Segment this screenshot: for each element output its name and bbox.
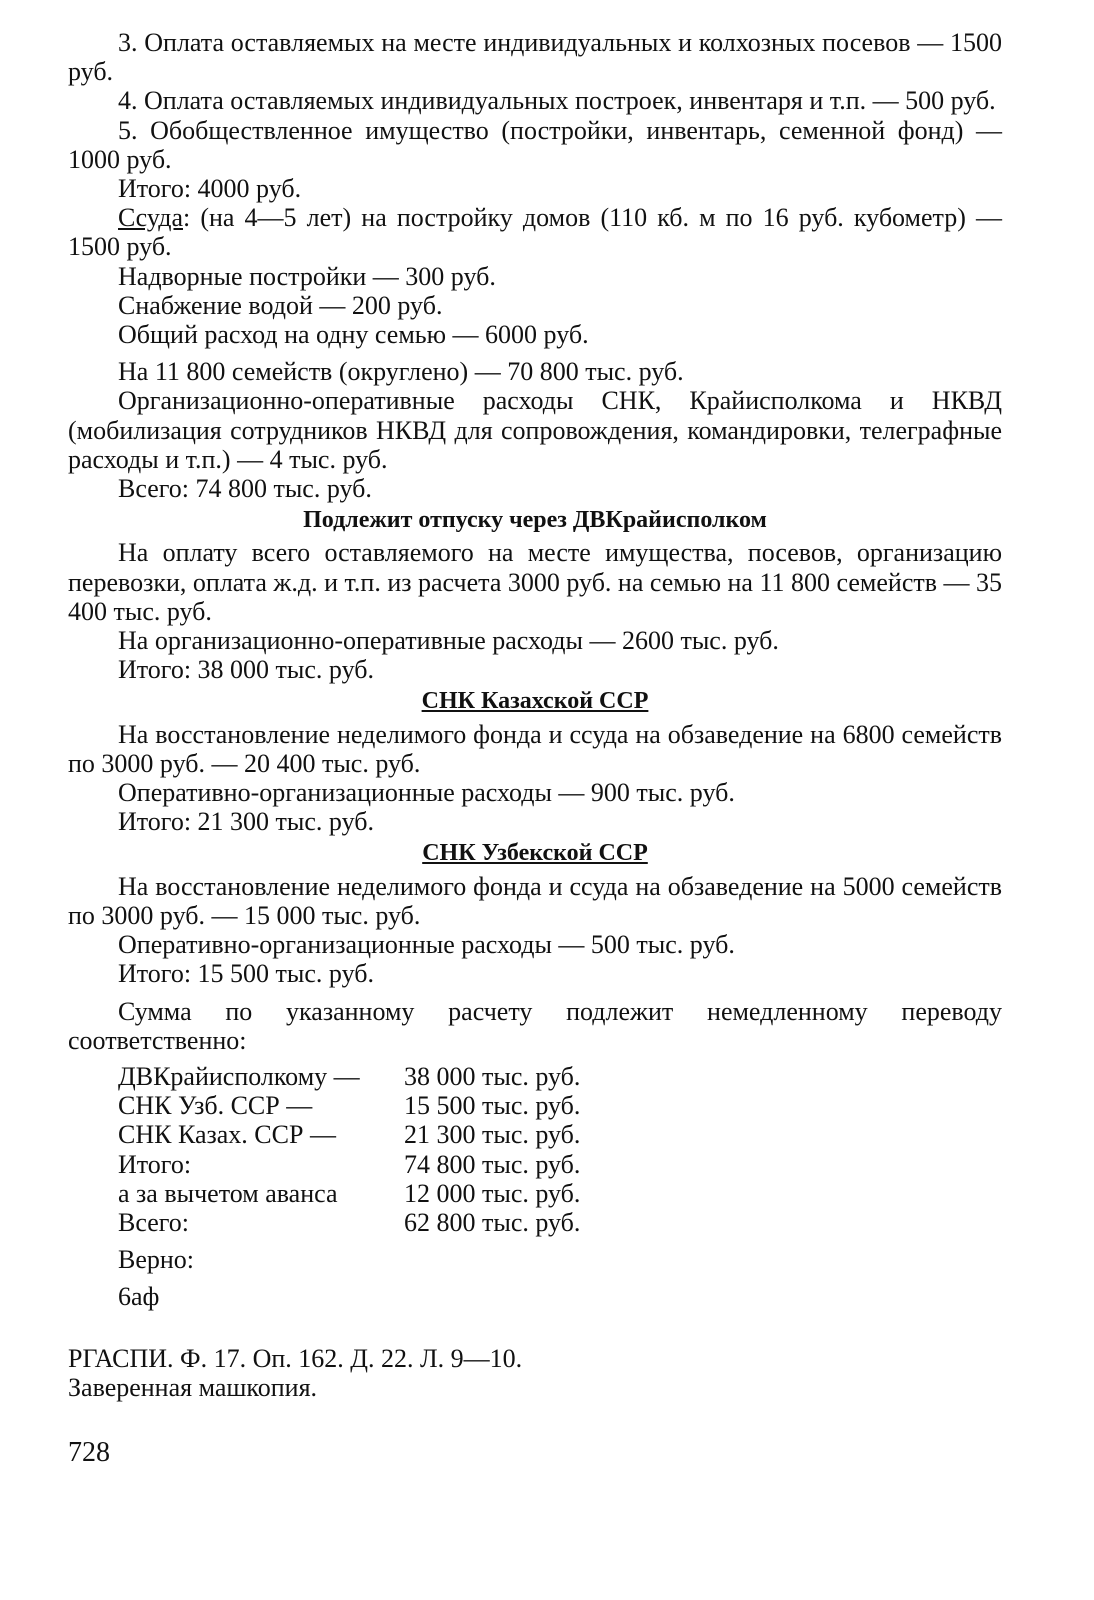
summary-value: 21 300 тыс. руб. (404, 1120, 581, 1150)
section-kaz-heading: СНК Казахской ССР (421, 688, 649, 715)
item-5: 5. Обобществленное имущество (постройки, инвентарь, семенной фонд) — 1000 руб. (68, 115, 1002, 174)
verno-line: Верно: (118, 1245, 195, 1275)
vsego-line: Всего: 74 800 тыс. руб. (118, 474, 372, 504)
section-uzb-heading: СНК Узбекской ССР (422, 840, 648, 867)
summary-label: ДВКрайисполкому — (118, 1061, 360, 1091)
summary-row (118, 1179, 580, 1208)
summary-label: Итого: (118, 1149, 192, 1179)
summary-label: СНК Казах. ССР — (118, 1120, 336, 1150)
summary-value: 74 800 тыс. руб. (404, 1149, 581, 1179)
item-3: 3. Оплата оставляемых на месте индивидуальных и колхозных посевов — 1500 руб. (68, 28, 1002, 87)
summary-label: СНК Узб. ССР — (118, 1091, 313, 1121)
summary-label: Всего: (118, 1207, 189, 1237)
ssuda-label: Ссуда (118, 203, 183, 233)
summary-value: 62 800 тыс. руб. (404, 1207, 581, 1237)
summary-row (118, 1091, 580, 1120)
section-uzb-total: Итого: 15 500 тыс. руб. (118, 959, 374, 989)
summary-row (118, 1208, 580, 1237)
transfer-intro: Сумма по указанному расчету подлежит немедленному переводу соответственно: (68, 996, 1002, 1055)
line-outbuildings: Надворные постройки — 300 руб. (118, 261, 496, 291)
section-dvk-heading: Подлежит отпуску через ДВКрайисполком (303, 507, 767, 534)
copy-note: Заверенная машкопия. (68, 1372, 318, 1402)
section-uzb-line: Оперативно-организационные расходы — 500 тыс. руб. (118, 930, 735, 960)
section-dvk-line: На организационно-оперативные расходы — 2600 тыс. руб. (118, 626, 779, 656)
section-dvk-total: Итого: 38 000 тыс. руб. (118, 655, 374, 685)
source-note (68, 1344, 1002, 1402)
section-kaz-paragraph: На восстановление неделимого фонда и ссуда на обзаведение на 6800 семейств по 3000 руб. — 20 400 тыс. руб. (68, 719, 1002, 778)
archive-reference: РГАСПИ. Ф. 17. Оп. 162. Д. 22. Л. 9—10. (68, 1343, 523, 1373)
summary-row (118, 1150, 580, 1179)
families-total: На 11 800 семейств (округлено) — 70 800 тыс. руб. (118, 357, 684, 387)
section-kaz-line: Оперативно-организационные расходы — 900 тыс. руб. (118, 778, 735, 808)
itogo-line: Итого: 4000 руб. (118, 174, 302, 204)
summary-row (118, 1120, 580, 1149)
page-number: 728 (68, 1436, 110, 1468)
section-uzb-paragraph: На восстановление неделимого фонда и ссуда на обзаведение на 5000 семейств по 3000 руб. — 15 000 тыс. руб. (68, 871, 1002, 930)
org-expenses: Организационно-оперативные расходы СНК, Крайисполкома и НКВД (мобилизация сотрудников НКВД для сопровождения, командировки, телеграфные расходы и т.п.) — 4 тыс. руб. (68, 386, 1002, 474)
section-kaz-total: Итого: 21 300 тыс. руб. (118, 807, 374, 837)
signature-line: 6аф (118, 1282, 160, 1312)
ssuda-text: : (на 4—5 лет) на постройку домов (110 кб. м по 16 руб. кубометр) — 1500 руб. (68, 203, 1002, 262)
summary-value: 12 000 тыс. руб. (404, 1178, 581, 1208)
item-4: 4. Оплата оставляемых индивидуальных построек, инвентаря и т.п. — 500 руб. (118, 86, 996, 116)
summary-label: а за вычетом аванса (118, 1178, 338, 1208)
line-per-family: Общий расход на одну семью — 6000 руб. (118, 320, 589, 350)
summary-row (118, 1062, 580, 1091)
summary-value: 38 000 тыс. руб. (404, 1061, 581, 1091)
summary-value: 15 500 тыс. руб. (404, 1091, 581, 1121)
summary-table (118, 1062, 580, 1237)
section-dvk-paragraph: На оплату всего оставляемого на месте имущества, посевов, организацию перевозки, оплата ж.д. и т.п. из расчета 3000 руб. на семью на 11 800 семейств — 35 400 тыс. руб. (68, 538, 1002, 626)
ssuda-paragraph (68, 203, 1002, 261)
line-water: Снабжение водой — 200 руб. (118, 290, 443, 320)
